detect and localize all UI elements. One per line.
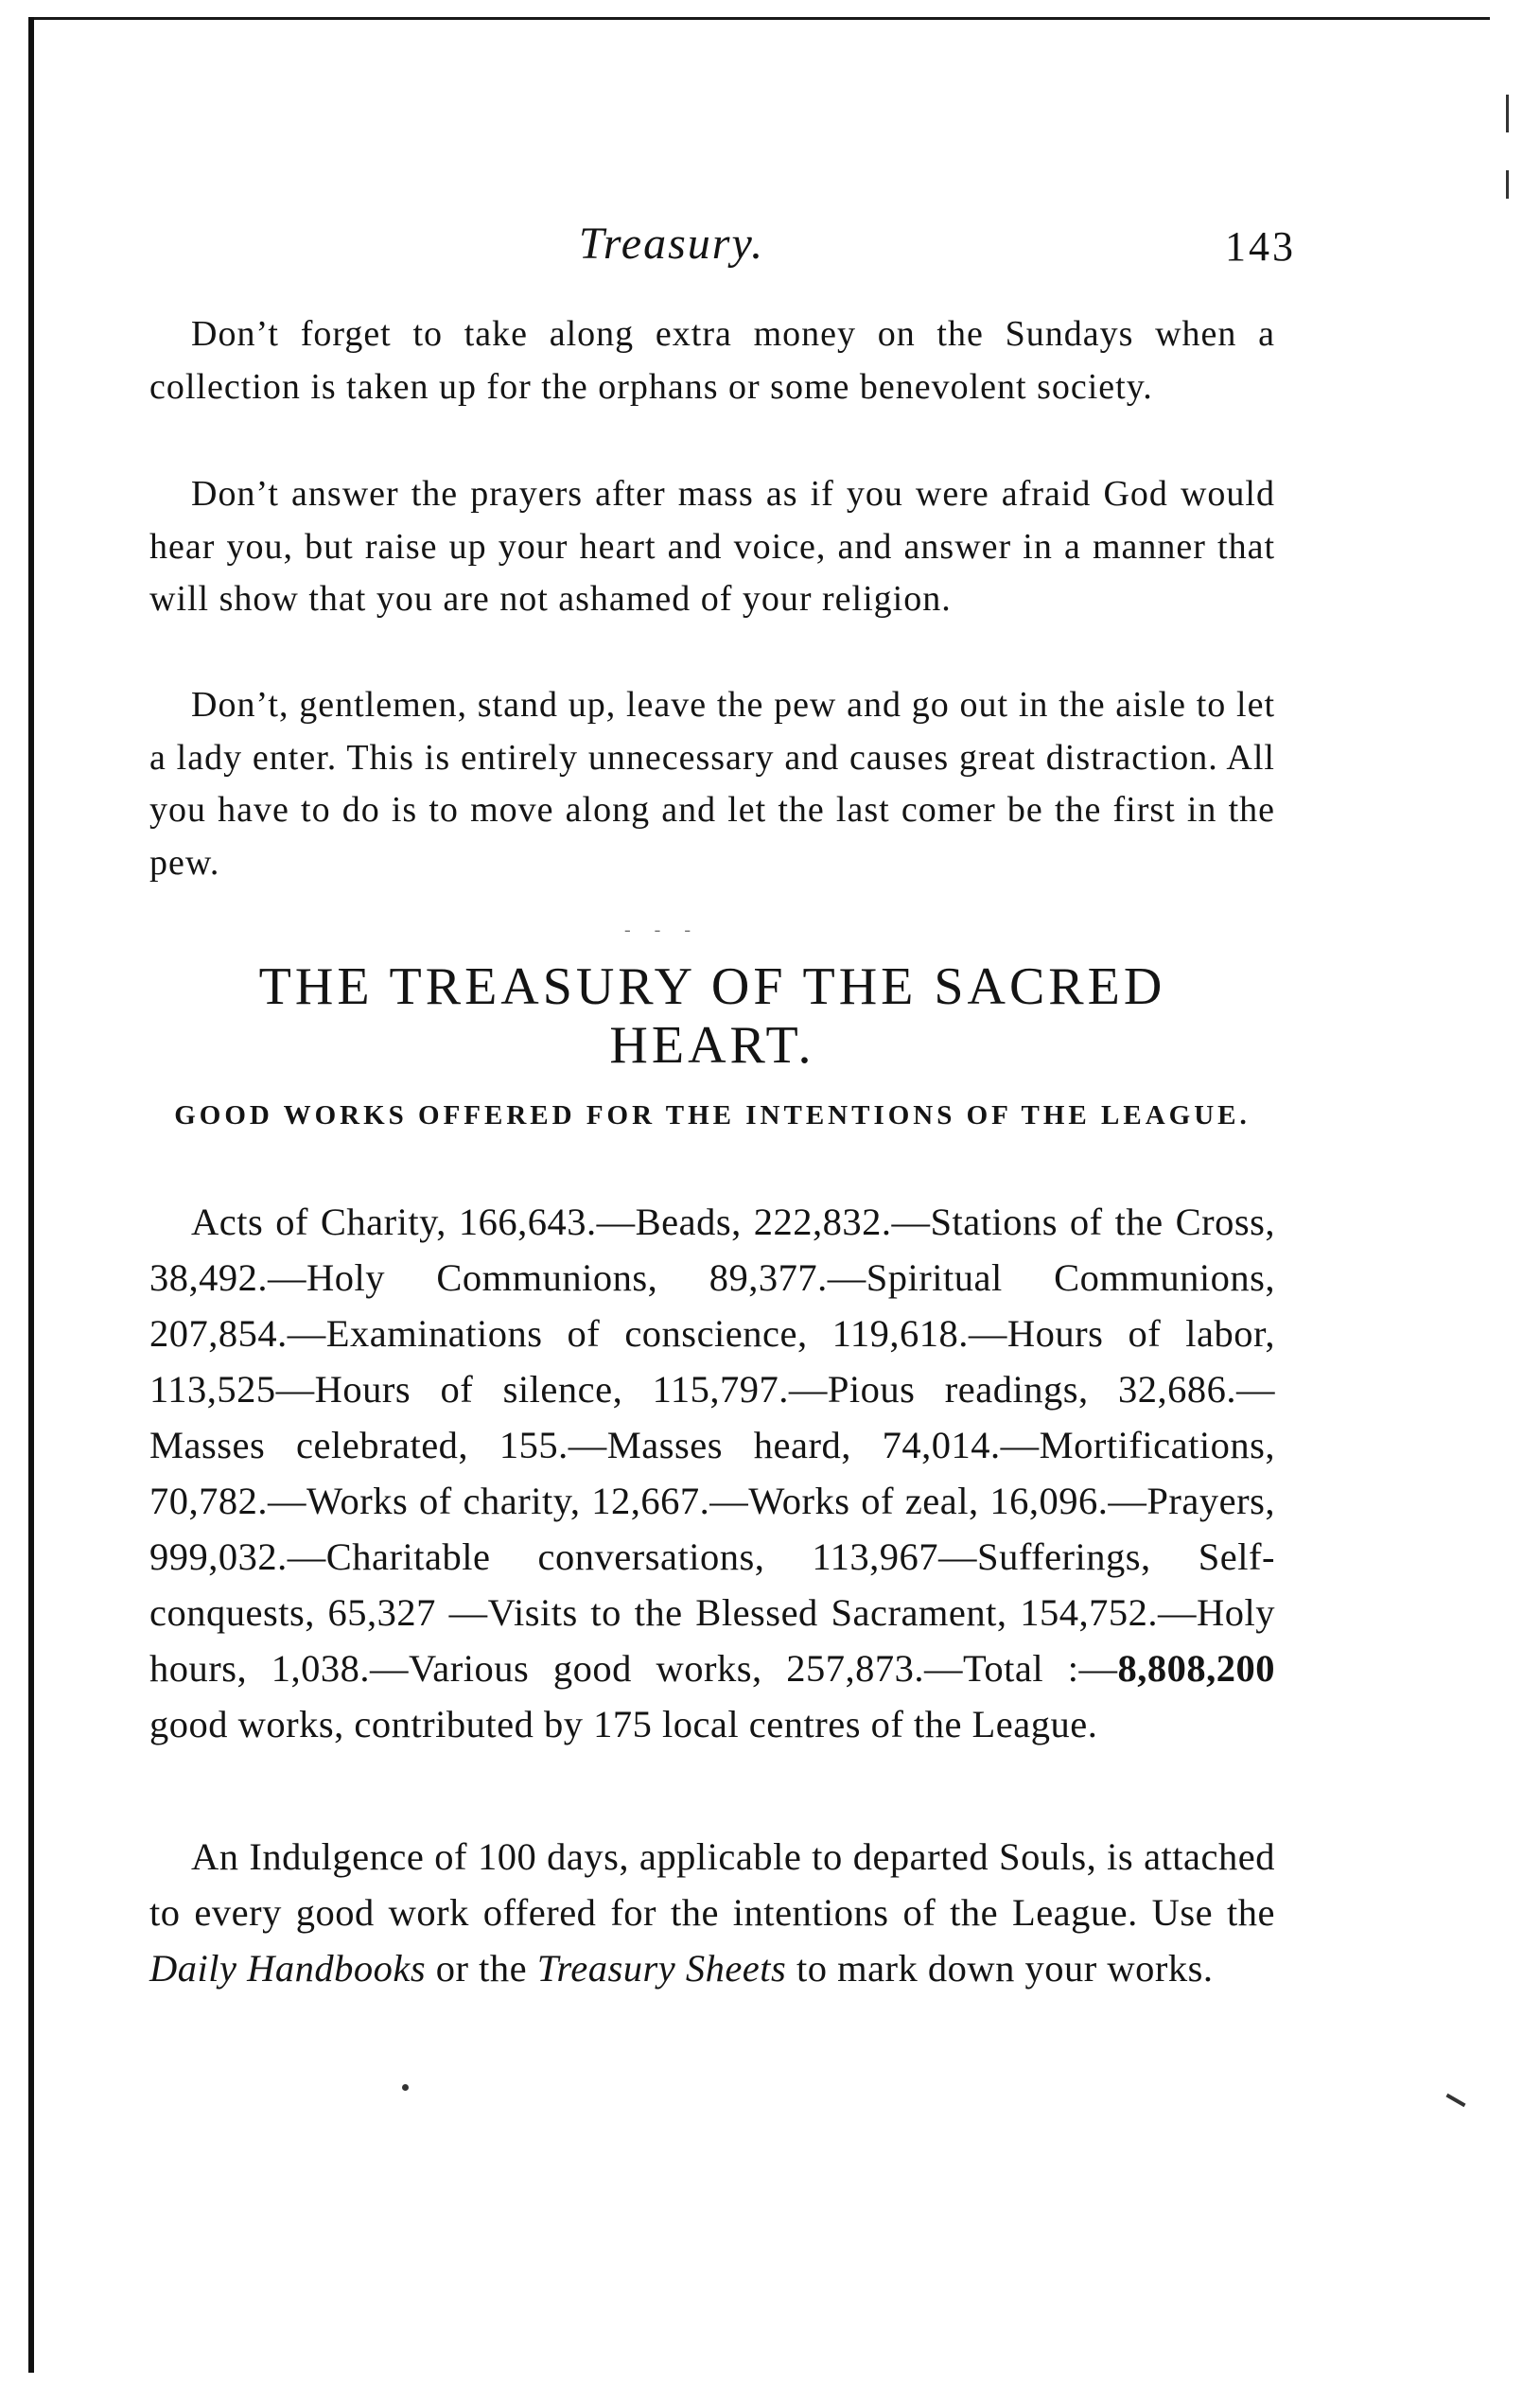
ink-mark: [1445, 2094, 1465, 2107]
indulgence-text: or the: [426, 1947, 537, 1990]
total-value: 8,808,200: [1117, 1647, 1275, 1690]
separator-rule: ‐ ‐ ‐: [624, 920, 700, 940]
paragraph: Don’t, gentlemen, stand up, leave the pew and go out in the aisle to let a lady enter. This is entirely unnecessary and causes great distraction. All you have to do is to move along and let the last comer be the first in the pew.: [149, 685, 1275, 883]
paragraph: Don’t forget to take along extra money on the Sundays when a collection is taken up for the orphans or some benevolent society.: [149, 314, 1275, 407]
page-number: 143: [1225, 223, 1296, 270]
paragraph: Don’t answer the prayers after mass as if you were afraid God would hear you, but raise up your heart and voice, and answer in a manner that will show that you are not ashamed of your religion.: [149, 474, 1275, 619]
scan-mark: [1506, 170, 1509, 199]
daily-handbooks-title: Daily Handbooks: [149, 1947, 427, 1990]
stats-text: Acts of Charity, 166,643.—Beads, 222,832.—Stations of the Cross, 38,492.—Holy Communions, 89,377.—Spiritual Communions, 207,854.—Examinations of conscience, 119,618.—Hours of labor, 113,525—Hours of silence, 115,797.—Pious readings, 32,686.—Masses celebrated, 155.—Masses heard, 74,014.—Mortifications, 70,782.—Works of charity, 12,667.—Works of zeal, 16,096.—Prayers, 999,032.—Charitable conversations, 113,967—Sufferings, Self-conquests, 65,327 —Visits to the Blessed Sacrament, 154,752.—Holy hours, 1,038.—Various good works, 257,873.—Total :—: [149, 1201, 1275, 1690]
running-header: Treasury.: [578, 219, 765, 269]
stats-outro: good works, contributed by 175 local centres of the League.: [149, 1703, 1098, 1745]
section-subtitle: GOOD WORKS OFFERED FOR THE INTENTIONS OF THE LEAGUE.: [174, 1100, 1251, 1131]
indulgence-text: An Indulgence of 100 days, applicable to departed Souls, is attached to every good work offered for the intentions of the League. Use the: [149, 1835, 1275, 1934]
indulgence-text: to mark down your works.: [786, 1947, 1214, 1990]
page-border-left: [28, 17, 34, 2373]
indulgence-note: [149, 1829, 1275, 1996]
treasury-sheets-title: Treasury Sheets: [536, 1947, 787, 1990]
page-border-top: [28, 17, 1490, 20]
scan-mark: [1506, 95, 1509, 132]
section-title: THE TREASURY OF THE SACRED HEART.: [258, 957, 1166, 1075]
good-works-statistics: [149, 1194, 1275, 1752]
ink-speck: [402, 2084, 409, 2091]
